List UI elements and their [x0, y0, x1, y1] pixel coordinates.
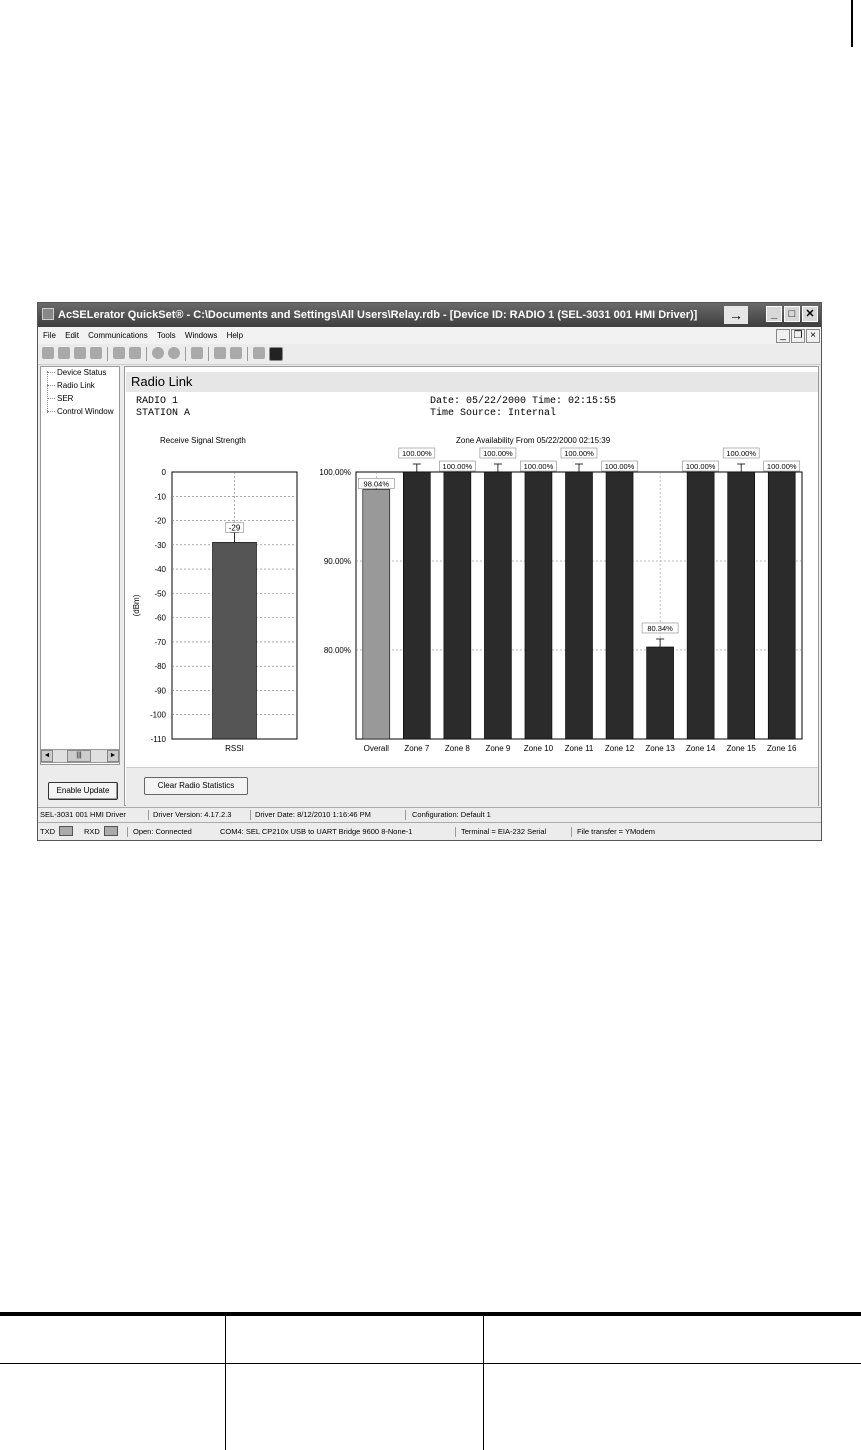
clear-radio-statistics-button[interactable]: Clear Radio Statistics [144, 777, 248, 795]
zone-bar [403, 472, 430, 739]
rssi-tick-label: -50 [154, 589, 166, 599]
zone-category-label: Zone 8 [444, 744, 470, 753]
arrow-icon[interactable]: → [724, 306, 748, 324]
toolbar-separator [247, 347, 248, 361]
menu-edit[interactable]: Edit [65, 331, 79, 340]
zone-bar [606, 472, 633, 739]
zone-bar [728, 472, 755, 739]
zone-data-label: 100.00% [523, 462, 554, 471]
rxd-indicator [104, 826, 118, 836]
zone-data-label: 100.00% [604, 462, 635, 471]
connection-status: Open: Connected [133, 827, 192, 836]
device-tree [40, 366, 120, 765]
menu-tools[interactable]: Tools [156, 331, 176, 340]
panel-title: Radio Link [131, 374, 193, 389]
panel-footer [126, 767, 818, 806]
enable-update-button[interactable]: Enable Update [48, 782, 118, 800]
connect-icon[interactable] [152, 347, 164, 359]
disconnect-icon[interactable] [168, 347, 180, 359]
settings-icon[interactable] [191, 347, 203, 359]
zone-chart-title: Zone Availability From 05/22/2000 02:15:39 [456, 436, 611, 445]
zone-bar [566, 472, 593, 739]
send-icon[interactable] [129, 347, 141, 359]
zone-category-label: Zone 14 [685, 744, 716, 753]
menu-bar [38, 327, 821, 344]
rssi-category-label: RSSI [225, 744, 244, 753]
status-bar-connection [38, 822, 821, 841]
zone-bar [687, 472, 714, 739]
zone-category-label: Overall [363, 744, 389, 753]
maximize-button[interactable]: □ [784, 306, 800, 322]
scroll-right-arrow[interactable]: ► [107, 750, 119, 762]
child-restore-button[interactable]: ❐ [791, 329, 805, 343]
zone-category-label: Zone 16 [767, 744, 797, 753]
rssi-tick-label: -40 [154, 565, 166, 575]
scroll-left-arrow[interactable]: ◄ [41, 750, 53, 762]
zone-bar [647, 647, 674, 739]
time-source: Time Source: Internal [430, 408, 557, 419]
status-bar-driver [38, 807, 821, 821]
zone-category-label: Zone 13 [645, 744, 675, 753]
zone-category-label: Zone 7 [404, 744, 430, 753]
tree-item-device-status[interactable]: Device Status [47, 368, 106, 377]
status-divider [127, 827, 128, 837]
zone-tick-label: 90.00% [323, 557, 351, 566]
zone-tick-label: 80.00% [323, 646, 351, 655]
zone-bar [444, 472, 471, 739]
rssi-tick-label: -10 [154, 492, 166, 502]
tree-item-radio-link[interactable]: Radio Link [47, 381, 95, 390]
zone-category-label: Zone 9 [485, 744, 511, 753]
table-column-divider [483, 1316, 484, 1450]
menu-file[interactable]: File [43, 331, 56, 340]
configuration: Configuration: Default 1 [412, 810, 491, 819]
page-edge-mark [851, 0, 853, 47]
status-divider [148, 810, 149, 820]
status-divider [405, 810, 406, 820]
window-title: AcSELerator QuickSet® - C:\Documents and Settings\All Users\Relay.rdb - [Device ID: RADIO 1 (SEL-3031 001 HMI Driver)] [58, 309, 698, 321]
status-divider [571, 827, 572, 837]
rssi-tick-label: -30 [154, 540, 166, 550]
rssi-tick-label: -90 [154, 686, 166, 696]
rssi-tick-label: -70 [154, 637, 166, 647]
zone-data-label: 100.00% [685, 462, 716, 471]
tree-item-ser[interactable]: SER [47, 394, 73, 403]
document-table [0, 1312, 861, 1450]
database-icon[interactable] [214, 347, 226, 359]
toolbar-separator [146, 347, 147, 361]
rssi-tick-label: -100 [149, 710, 166, 720]
table-top-rule [0, 1312, 861, 1316]
zone-category-label: Zone 10 [523, 744, 554, 753]
quickset-window [37, 302, 822, 841]
radio-link-panel [124, 366, 819, 806]
read-icon[interactable] [113, 347, 125, 359]
new-icon[interactable] [58, 347, 70, 359]
menu-communications[interactable]: Communications [88, 331, 148, 340]
title-bar[interactable] [38, 303, 821, 327]
driver-name: SEL-3031 001 HMI Driver [40, 810, 126, 819]
toolbar [38, 344, 821, 365]
zone-bar [484, 472, 511, 739]
tree-scrollbar[interactable] [40, 749, 120, 763]
status-divider [455, 827, 456, 837]
scroll-thumb[interactable]: ||| [67, 750, 91, 762]
menu-help[interactable]: Help [226, 331, 244, 340]
toolbar-separator [208, 347, 209, 361]
rssi-axis-label: (dBm) [132, 594, 141, 617]
zone-data-label: 100.00% [442, 462, 473, 471]
zone-data-label: 100.00% [483, 449, 513, 458]
rssi-tick-label: -110 [150, 735, 166, 744]
rssi-chart-title: Receive Signal Strength [160, 436, 246, 445]
com-port: COM4: SEL CP210x USB to UART Bridge 9600 8-None-1 [220, 827, 413, 836]
menu-windows[interactable]: Windows [184, 331, 218, 340]
child-close-button[interactable]: × [806, 329, 820, 343]
tree-item-control-window[interactable]: Control Window [47, 407, 113, 416]
rssi-tick-label: -60 [154, 613, 166, 623]
open-icon[interactable] [42, 347, 54, 359]
zone-category-label: Zone 11 [564, 744, 594, 753]
zone-availability-chart [125, 367, 818, 767]
rxd-label: RXD [84, 827, 100, 836]
zone-bar [768, 472, 795, 739]
rssi-tick-label: -80 [154, 662, 166, 672]
app-icon [42, 308, 54, 320]
driver-version: Driver Version: 4.17.2.3 [153, 810, 232, 819]
txd-label: TXD [40, 827, 55, 836]
status-divider [250, 810, 251, 820]
toolbar-separator [107, 347, 108, 361]
folder-icon[interactable] [74, 347, 86, 359]
station-name: STATION A [136, 408, 191, 419]
rssi-tick-label: -20 [154, 516, 166, 526]
zone-category-label: Zone 12 [604, 744, 635, 753]
date-time: Date: 05/22/2000 Time: 02:15:55 [430, 396, 617, 407]
txd-indicator [59, 826, 73, 836]
zone-data-label: 100.00% [766, 462, 797, 471]
zone-category-label: Zone 15 [726, 744, 756, 753]
rssi-tick-label: 0 [161, 468, 166, 477]
zone-data-label: 100.00% [564, 449, 594, 458]
minimize-button[interactable]: _ [766, 306, 782, 322]
terminal-type: Terminal = EIA-232 Serial [461, 827, 547, 836]
hmi-icon[interactable] [269, 347, 283, 361]
close-button[interactable]: ✕ [802, 306, 818, 322]
rssi-data-label: -29 [228, 523, 241, 533]
zone-bar [363, 489, 390, 739]
toolbar-separator [185, 347, 186, 361]
table-header-rule [0, 1363, 861, 1364]
zone-data-label: 100.00% [726, 449, 756, 458]
driver-date: Driver Date: 8/12/2010 1:16:46 PM [255, 810, 371, 819]
zone-bar [525, 472, 552, 739]
zone-data-label: 80.34% [647, 623, 673, 633]
zone-data-label: 100.00% [402, 449, 432, 458]
save-icon[interactable] [90, 347, 102, 359]
export-icon[interactable] [230, 347, 242, 359]
table-column-divider [225, 1316, 226, 1450]
device-name: RADIO 1 [136, 396, 179, 407]
file-transfer: File transfer = YModem [577, 827, 656, 836]
zone-data-label: 98.04% [363, 479, 389, 489]
zone-tick-label: 100.00% [319, 468, 351, 477]
terminal-icon[interactable] [253, 347, 265, 359]
child-minimize-button[interactable]: _ [776, 329, 790, 343]
